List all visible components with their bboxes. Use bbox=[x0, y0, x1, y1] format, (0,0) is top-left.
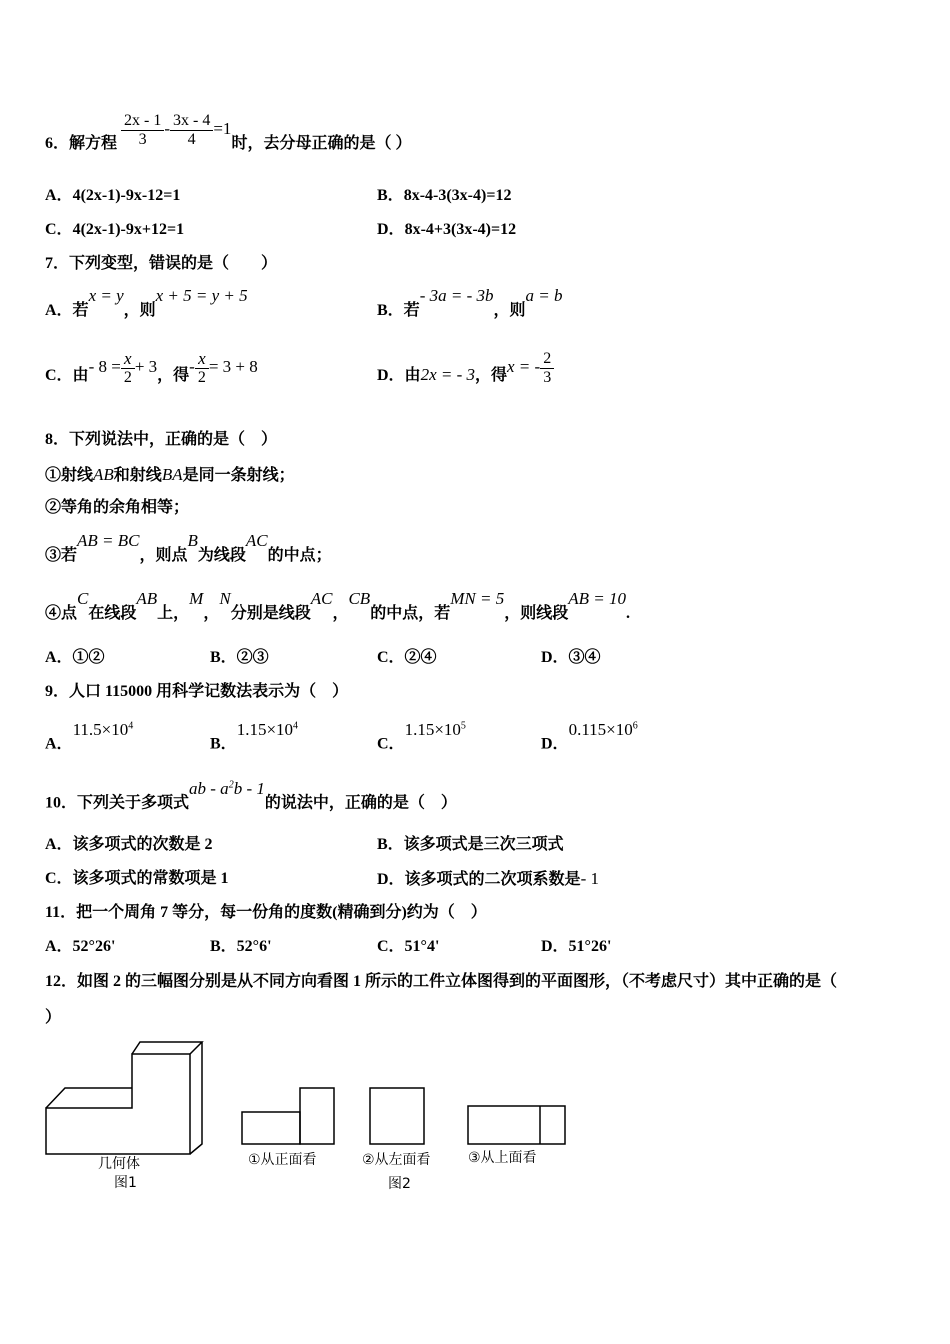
q11-stem: 11．把一个周角 7 等分，每一份角的度数(精确到分)约为（ ） bbox=[45, 904, 487, 921]
q8-option-b: B．②③ bbox=[210, 649, 269, 666]
q11-option-a: A．52°26' bbox=[45, 938, 116, 955]
q6-option-d: D．8x-4+3(3x-4)=12 bbox=[377, 221, 517, 238]
q7-b-math-1: - 3a = - 3b bbox=[419, 286, 494, 305]
q6-equals: =1 bbox=[213, 119, 232, 139]
q6-option-a: A．4(2x-1)-9x-12=1 bbox=[45, 187, 181, 204]
q7-b-math-2: a = b bbox=[525, 286, 563, 305]
q8-option-c: C．②④ bbox=[377, 649, 437, 666]
q10-option-b: B．该多项式是三次三项式 bbox=[377, 836, 564, 853]
q7-option-d: D．由2x = - 3，得x = - $\frac{2}{3}$ bbox=[377, 350, 554, 387]
q9-option-c: C．$1.15\times 10^5$ bbox=[377, 719, 466, 753]
q7-a-math-1: x = y bbox=[88, 286, 124, 305]
q6-frac1-numerator: 2x - 1 bbox=[121, 112, 164, 131]
q7-option-a: A．若x = y，则x + 5 = y + 5 bbox=[45, 286, 248, 319]
q9-option-b: B．$1.15\times 10^4$ bbox=[210, 719, 299, 753]
front-view-low-block bbox=[242, 1112, 300, 1144]
q6-suffix: 时，去分母正确的是（ ） bbox=[231, 135, 412, 153]
q10-option-a: A．该多项式的次数是 2 bbox=[45, 836, 213, 853]
q6-prefix: 6．解方程 bbox=[45, 135, 118, 153]
q6-fraction-1 bbox=[121, 112, 164, 149]
q6-frac2-numerator: 3x - 4 bbox=[170, 112, 213, 131]
q11-option-d: D．51°26' bbox=[541, 938, 612, 955]
q7-option-b: B．若- 3a = - 3b，则a = b bbox=[377, 286, 563, 319]
q6-minus: - bbox=[164, 119, 171, 139]
fig1-caption: 图1 bbox=[114, 1175, 137, 1191]
left-view-square bbox=[370, 1088, 424, 1144]
q7-a-math-2: x + 5 = y + 5 bbox=[155, 286, 248, 305]
q8-option-d: D．③④ bbox=[541, 649, 601, 666]
q11-option-c: C．51°4' bbox=[377, 938, 440, 955]
q8-option-a: A．①② bbox=[45, 649, 105, 666]
q10-option-d: D．该多项式的二次项系数是- 1 bbox=[377, 869, 599, 888]
q9-stem: 9．人口 115000 用科学记数法表示为（ ） bbox=[45, 683, 349, 700]
figure-2-views bbox=[238, 1080, 572, 1196]
q6-stem bbox=[45, 112, 412, 153]
q12-stem-end: ） bbox=[45, 1009, 62, 1026]
q9-option-a: A．$11.5\times 10^4$ bbox=[45, 719, 134, 753]
q6-frac1-denominator: 3 bbox=[138, 131, 147, 148]
figure-1-solid bbox=[40, 1036, 210, 1196]
q12-stem: 12．如图 2 的三幅图分别是从不同方向看图 1 所示的工件立体图得到的平面图形，（不考虑尺寸）其中正确的是（ bbox=[45, 973, 838, 990]
q8-statement-4: ④点C在线段AB上，M，N分别是线段AC，CB的中点，若MN = 5，则线段AB = 10. bbox=[45, 589, 630, 622]
front-view-tall-block bbox=[300, 1088, 334, 1144]
solid-drawing bbox=[46, 1042, 202, 1154]
view-left-label: ②从左面看 bbox=[362, 1152, 431, 1168]
q11-option-b: B．52°6' bbox=[210, 938, 272, 955]
q8-statement-2: ②等角的余角相等； bbox=[45, 499, 190, 516]
q7-option-c: C．由- 8 = $\frac{x}{2}$ + 3，得- $\frac{x}{2}$ = 3 + 8 bbox=[45, 349, 258, 386]
q6-option-b: B．8x-4-3(3x-4)=12 bbox=[377, 187, 512, 204]
q8-stem: 8．下列说法中，正确的是（ ） bbox=[45, 431, 278, 448]
q9-option-d: D．$0.115\times 10^6$ bbox=[541, 719, 638, 753]
q10-stem: 10．下列关于多项式ab - $a^2b - 1$的说法中，正确的是（ ） bbox=[45, 778, 457, 812]
top-view-rect bbox=[468, 1106, 565, 1144]
q8-statement-1: ①射线AB和射线BA是同一条射线； bbox=[45, 465, 295, 484]
q6-option-c: C．4(2x-1)-9x+12=1 bbox=[45, 221, 185, 238]
view-front-label: ①从正面看 bbox=[248, 1152, 317, 1168]
q6-fraction-2 bbox=[170, 112, 213, 149]
fig1-label: 几何体 bbox=[98, 1156, 140, 1172]
q8-statement-3: ③若AB = BC，则点B为线段AC的中点； bbox=[45, 531, 332, 564]
fig2-caption: 图2 bbox=[388, 1176, 411, 1192]
q6-frac2-denominator: 4 bbox=[187, 131, 196, 148]
view-top-label: ③从上面看 bbox=[468, 1150, 537, 1166]
q7-stem: 7．下列变型，错误的是（ ） bbox=[45, 255, 278, 272]
q10-option-c: C．该多项式的常数项是 1 bbox=[45, 870, 229, 887]
